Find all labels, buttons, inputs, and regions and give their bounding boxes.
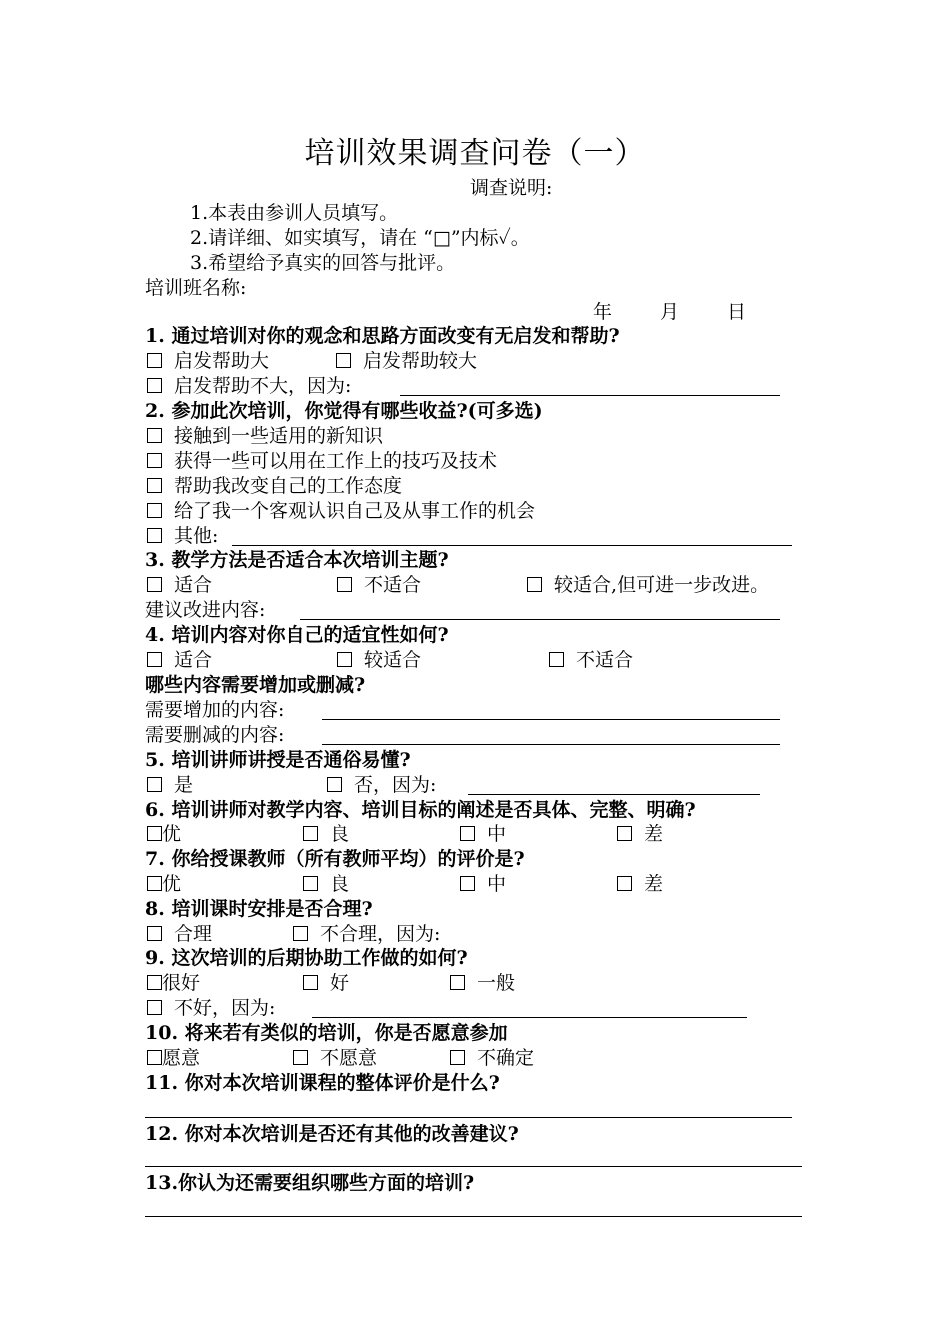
option-checkbox[interactable]: 差	[617, 872, 663, 896]
checkbox-icon[interactable]	[336, 353, 351, 368]
checkbox-icon[interactable]	[147, 975, 162, 990]
instruction-item: 2.请详细、如实填写，请在 “□”内标✓。	[190, 227, 530, 249]
instruction-item: 1.本表由参训人员填写。	[190, 202, 399, 224]
option-checkbox[interactable]: 是	[147, 773, 193, 797]
answer-line[interactable]	[145, 1166, 802, 1167]
checkbox-icon[interactable]	[293, 926, 308, 941]
remove-content-label: 需要删减的内容:	[145, 724, 285, 746]
page-title: 培训效果调查问卷（一）	[304, 136, 646, 171]
option-checkbox[interactable]: 较适合	[337, 648, 421, 672]
option-checkbox[interactable]: 较适合,但可进一步改进。	[527, 573, 769, 597]
checkbox-icon[interactable]	[147, 926, 162, 941]
checkbox-icon[interactable]	[527, 577, 542, 592]
option-checkbox[interactable]: 愿意	[147, 1046, 200, 1070]
option-checkbox[interactable]: 启发帮助不大，因为:	[147, 374, 351, 398]
option-checkbox[interactable]: 启发帮助较大	[336, 349, 477, 373]
checkbox-icon[interactable]	[303, 876, 318, 891]
checkbox-icon[interactable]	[147, 428, 162, 443]
date-day: 日	[727, 301, 747, 323]
checkbox-icon[interactable]	[147, 1050, 162, 1065]
checkbox-icon[interactable]	[147, 453, 162, 468]
checkbox-icon[interactable]	[147, 1000, 162, 1015]
option-checkbox[interactable]: 不合理，因为:	[293, 922, 440, 946]
question-11: 11. 你对本次培训课程的整体评价是什么?	[145, 1072, 500, 1094]
answer-line[interactable]	[322, 719, 780, 720]
question-5: 5. 培训讲师讲授是否通俗易懂?	[145, 749, 411, 771]
checkbox-icon[interactable]	[337, 577, 352, 592]
option-checkbox[interactable]: 优	[147, 822, 181, 846]
answer-line[interactable]	[468, 794, 760, 795]
question-8: 8. 培训课时安排是否合理?	[145, 898, 373, 920]
answer-line[interactable]	[322, 744, 780, 745]
question-12: 12. 你对本次培训是否还有其他的改善建议?	[145, 1123, 519, 1145]
option-checkbox[interactable]: 优	[147, 872, 181, 896]
answer-line[interactable]	[232, 545, 792, 546]
checkbox-icon[interactable]	[327, 777, 342, 792]
checkbox-icon[interactable]	[147, 652, 162, 667]
date-year: 年	[593, 301, 613, 323]
option-checkbox[interactable]: 获得一些可以用在工作上的技巧及技术	[147, 449, 497, 473]
question-4-sub: 哪些内容需要增加或删减?	[145, 674, 366, 696]
class-name-label: 培训班名称:	[145, 277, 247, 299]
question-13: 13.你认为还需要组织哪些方面的培训?	[145, 1172, 475, 1194]
option-checkbox[interactable]: 良	[303, 822, 349, 846]
answer-line[interactable]	[300, 619, 780, 620]
option-checkbox[interactable]: 差	[617, 822, 663, 846]
checkbox-icon[interactable]	[450, 975, 465, 990]
answer-line[interactable]	[400, 395, 780, 396]
option-checkbox[interactable]: 合理	[147, 922, 212, 946]
option-checkbox[interactable]: 不适合	[549, 648, 633, 672]
option-checkbox[interactable]: 帮助我改变自己的工作态度	[147, 474, 402, 498]
option-checkbox[interactable]: 好	[303, 971, 349, 995]
option-checkbox[interactable]: 适合	[147, 573, 212, 597]
answer-line[interactable]	[145, 1117, 792, 1118]
answer-line[interactable]	[312, 1017, 747, 1018]
option-checkbox[interactable]: 启发帮助大	[147, 349, 269, 373]
add-content-label: 需要增加的内容:	[145, 699, 285, 721]
option-checkbox[interactable]: 给了我一个客观认识自己及从事工作的机会	[147, 499, 535, 523]
checkbox-icon[interactable]	[617, 876, 632, 891]
option-checkbox[interactable]: 否，因为:	[327, 773, 436, 797]
option-checkbox[interactable]: 接触到一些适用的新知识	[147, 424, 383, 448]
checkbox-icon[interactable]	[147, 876, 162, 891]
option-checkbox[interactable]: 中	[460, 822, 506, 846]
checkbox-icon[interactable]	[147, 528, 162, 543]
option-checkbox[interactable]: 中	[460, 872, 506, 896]
question-10: 10. 将来若有类似的培训，你是否愿意参加	[145, 1022, 508, 1044]
option-checkbox[interactable]: 适合	[147, 648, 212, 672]
option-checkbox[interactable]: 其他:	[147, 524, 218, 548]
answer-line[interactable]	[145, 1216, 802, 1217]
option-checkbox[interactable]: 一般	[450, 971, 515, 995]
question-9: 9. 这次培训的后期协助工作做的如何?	[145, 947, 468, 969]
checkbox-icon[interactable]	[450, 1050, 465, 1065]
checkbox-icon[interactable]	[147, 503, 162, 518]
option-checkbox[interactable]: 不确定	[450, 1046, 534, 1070]
checkbox-icon[interactable]	[147, 777, 162, 792]
checkbox-icon[interactable]	[303, 826, 318, 841]
option-checkbox[interactable]: 很好	[147, 971, 200, 995]
checkbox-icon[interactable]	[147, 353, 162, 368]
question-6: 6. 培训讲师对教学内容、培训目标的阐述是否具体、完整、明确?	[145, 799, 696, 821]
checkbox-icon[interactable]	[549, 652, 564, 667]
checkbox-icon[interactable]	[147, 577, 162, 592]
checkbox-icon[interactable]	[337, 652, 352, 667]
question-4: 4. 培训内容对你自己的适宜性如何?	[145, 624, 449, 646]
option-checkbox[interactable]: 不适合	[337, 573, 421, 597]
option-checkbox[interactable]: 良	[303, 872, 349, 896]
checkbox-icon[interactable]	[147, 826, 162, 841]
option-checkbox[interactable]: 不好，因为:	[147, 996, 275, 1020]
question-3: 3. 教学方法是否适合本次培训主题?	[145, 549, 449, 571]
checkbox-icon[interactable]	[147, 378, 162, 393]
checkbox-icon[interactable]	[303, 975, 318, 990]
question-1: 1. 通过培训对你的观念和思路方面改变有无启发和帮助?	[145, 325, 620, 347]
checkbox-icon[interactable]	[460, 826, 475, 841]
instruction-item: 3.希望给予真实的回答与批评。	[190, 252, 456, 274]
question-2: 2. 参加此次培训，你觉得有哪些收益?(可多选)	[145, 400, 543, 422]
option-checkbox[interactable]: 不愿意	[293, 1046, 377, 1070]
suggestion-label: 建议改进内容:	[145, 599, 266, 621]
date-month: 月	[660, 301, 680, 323]
checkbox-icon[interactable]	[460, 876, 475, 891]
checkbox-icon[interactable]	[147, 478, 162, 493]
instructions-heading: 调查说明:	[470, 177, 553, 199]
question-7: 7. 你给授课教师（所有教师平均）的评价是?	[145, 848, 525, 870]
checkbox-icon[interactable]	[293, 1050, 308, 1065]
checkbox-icon[interactable]	[617, 826, 632, 841]
